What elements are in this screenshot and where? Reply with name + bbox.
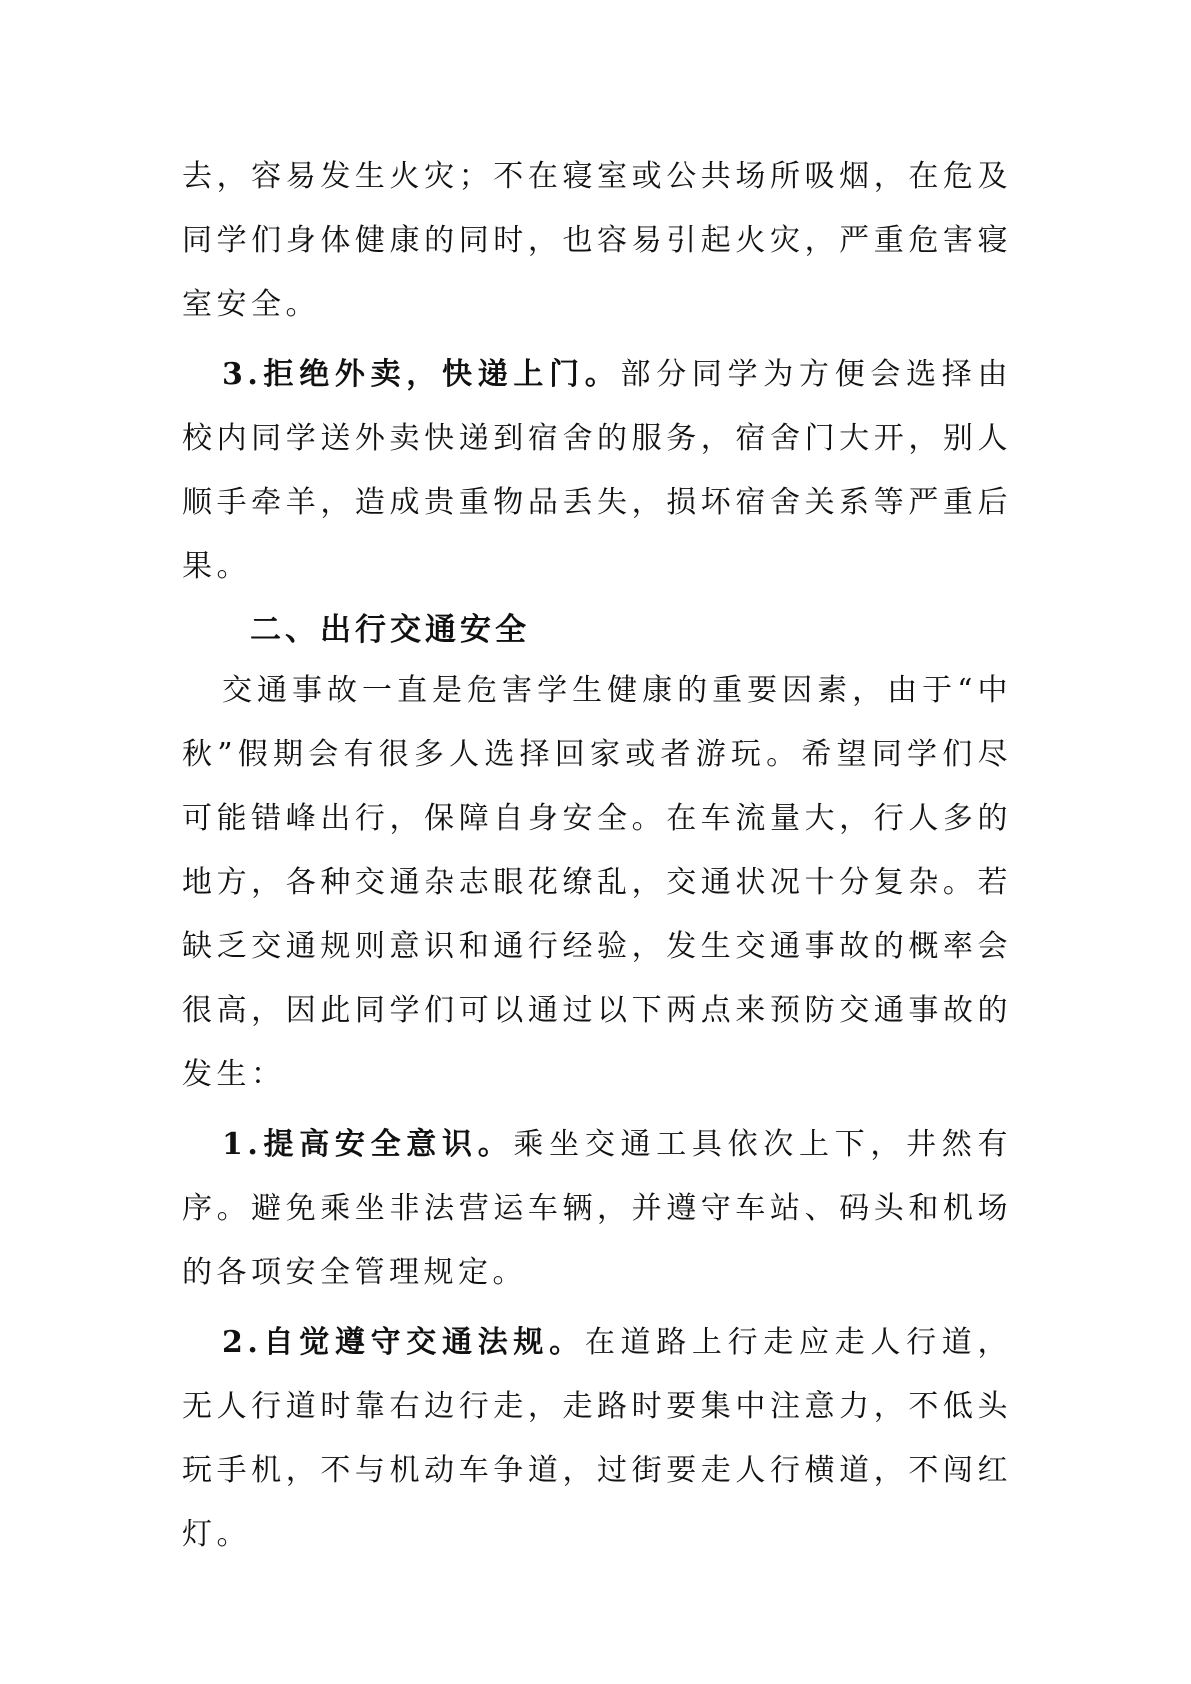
paragraph-traffic-rules (182, 1311, 1012, 1567)
paragraph-text: 在道路上行走应走人行道，无人行道时靠右边行走，走路时要集中注意力，不低头玩手机，不与机动车争道，过街要走人行横道，不闯红灯。 (182, 1325, 1012, 1552)
document-body (182, 145, 1012, 1567)
paragraph-lead: 2.自觉遵守交通法规。 (222, 1325, 585, 1360)
paragraph-traffic-intro (182, 659, 1012, 1107)
paragraph-text: 去，容易发生火灾；不在寝室或公共场所吸烟，在危及同学们身体健康的同时，也容易引起火灾，严重危害寝室安全。 (182, 159, 1012, 322)
paragraph-lead: 3.拒绝外卖，快递上门。 (222, 357, 621, 392)
paragraph-fire-safety-continued (182, 145, 1012, 337)
paragraph-lead: 1.提高安全意识。 (222, 1127, 514, 1162)
paragraph-text: 交通事故一直是危害学生健康的重要因素，由于“中秋”假期会有很多人选择回家或者游玩。希望同学们尽可能错峰出行，保障自身安全。在车流量大，行人多的地方，各种交通杂志眼花缭乱，交通状况十分复杂。若缺乏交通规则意识和通行经验，发生交通事故的概率会很高，因此同学们可以通过以下两点来预防交通事故的发生： (182, 673, 1012, 1092)
section-heading: 二、出行交通安全 (250, 612, 530, 648)
paragraph-delivery-rule (182, 343, 1012, 599)
paragraph-safety-awareness (182, 1113, 1012, 1305)
paragraph-text: 部分同学为方便会选择由校内同学送外卖快递到宿舍的服务，宿舍门大开，别人顺手牵羊，造成贵重物品丢失，损坏宿舍关系等严重后果。 (182, 357, 1013, 584)
paragraph-text: 乘坐交通工具依次上下，井然有序。避免乘坐非法营运车辆，并遵守车站、码头和机场的各项安全管理规定。 (182, 1127, 1013, 1290)
